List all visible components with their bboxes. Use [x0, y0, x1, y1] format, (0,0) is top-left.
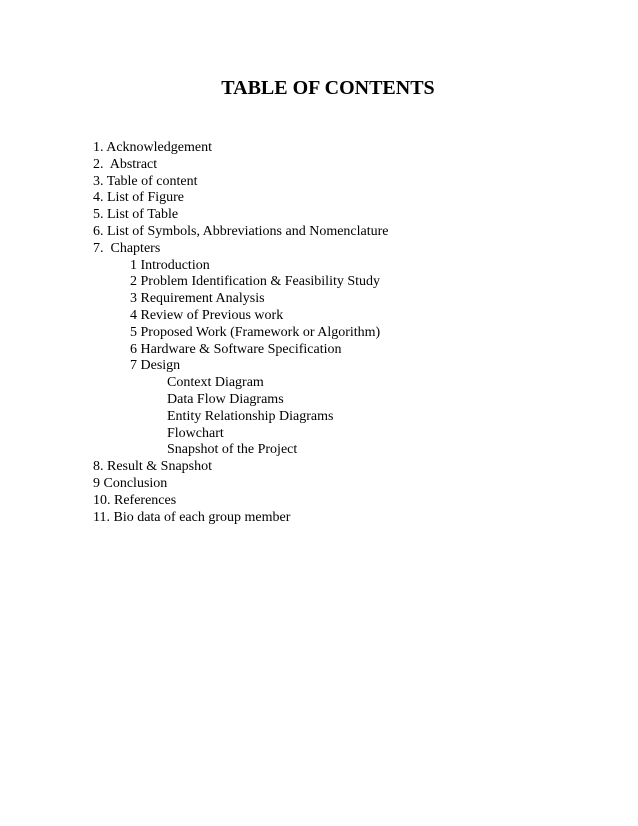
- toc-item-list-of-table: 5. List of Table: [93, 207, 179, 223]
- toc-subitem-review-of-previous-work: 4 Review of Previous work: [130, 307, 284, 323]
- toc-item-table-of-content: 3. Table of content: [93, 173, 198, 189]
- toc-subitem-requirement-analysis: 3 Requirement Analysis: [130, 291, 265, 307]
- toc-item-bio-data: 11. Bio data of each group member: [93, 509, 291, 525]
- toc-item-list-of-figure: 4. List of Figure: [93, 190, 184, 206]
- toc-item-acknowledgement: 1. Acknowledgement: [93, 140, 212, 155]
- toc-subsubitem-entity-relationship-diagrams: Entity Relationship Diagrams: [167, 408, 334, 424]
- toc-subitem-introduction: 1 Introduction: [130, 257, 210, 273]
- page-title: TABLE OF CONTENTS: [221, 77, 435, 99]
- toc-subsubitem-snapshot-of-project: Snapshot of the Project: [167, 442, 298, 458]
- toc-item-result-snapshot: 8. Result & Snapshot: [93, 459, 213, 475]
- toc-subsubitem-data-flow-diagrams: Data Flow Diagrams: [167, 391, 284, 407]
- toc-subitem-problem-identification: 2 Problem Identification & Feasibility Study: [130, 274, 381, 290]
- table-of-contents-list: [93, 140, 389, 526]
- toc-item-conclusion: 9 Conclusion: [93, 475, 168, 491]
- toc-subitem-hardware-software: 6 Hardware & Software Specification: [130, 341, 342, 357]
- toc-item-list-of-symbols: 6. List of Symbols, Abbreviations and Nomenclature: [93, 223, 389, 239]
- toc-subitem-proposed-work: 5 Proposed Work (Framework or Algorithm): [130, 324, 381, 340]
- toc-subitem-design: 7 Design: [130, 358, 181, 374]
- toc-subsubitem-context-diagram: Context Diagram: [167, 375, 264, 391]
- toc-item-references: 10. References: [93, 492, 177, 508]
- toc-item-chapters: 7. Chapters: [93, 240, 161, 256]
- toc-item-abstract: 2. Abstract: [93, 156, 158, 172]
- toc-subsubitem-flowchart: Flowchart: [167, 425, 224, 441]
